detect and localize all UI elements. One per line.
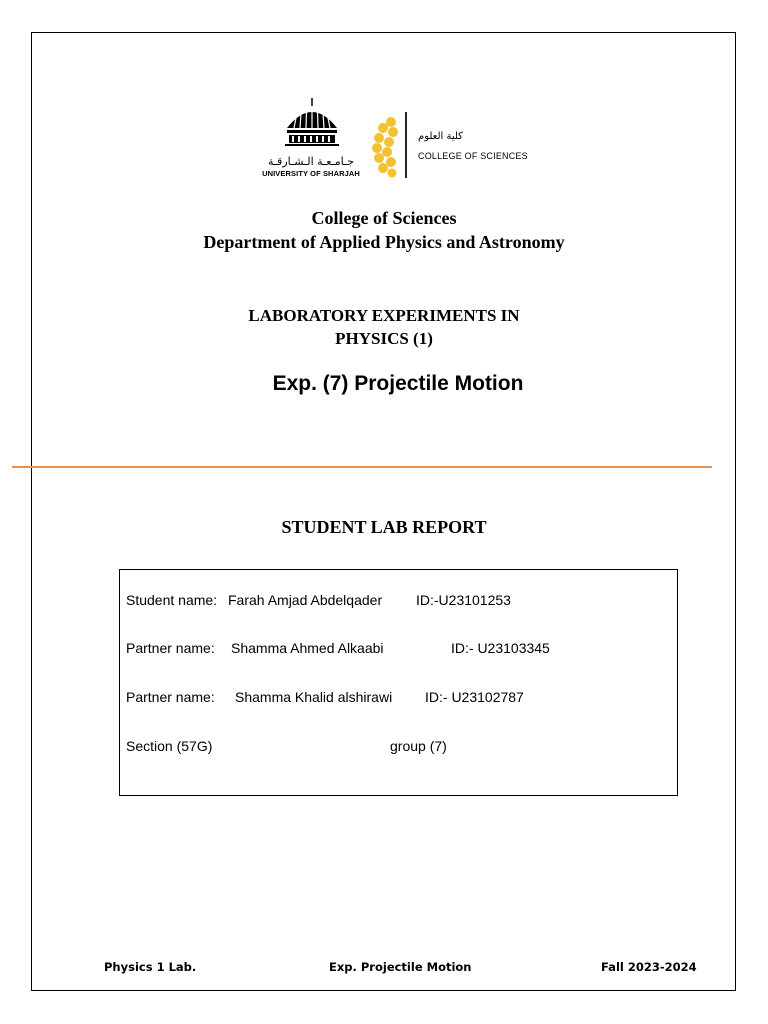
partner1-id-value: ID:- U23103345	[451, 640, 550, 656]
partner1-name-label: Partner name:	[126, 640, 215, 656]
dome-icon	[282, 98, 342, 154]
section-divider-line	[12, 466, 712, 468]
university-arabic-name: جـامـعـة الـشـارقـة	[267, 155, 355, 168]
student-name-value: Farah Amjad Abdelqader	[228, 592, 383, 608]
logo-divider	[405, 112, 407, 178]
section-value: Section (57G)	[126, 738, 213, 754]
experiment-title: Exp. (7) Projectile Motion	[272, 372, 524, 395]
college-flower-icon	[371, 116, 401, 178]
partner2-name-label: Partner name:	[126, 689, 215, 705]
student-info-box	[119, 569, 678, 796]
footer-course: Physics 1 Lab.	[104, 960, 197, 974]
partner1-name-value: Shamma Ahmed Alkaabi	[231, 640, 384, 656]
college-heading: College of Sciences	[311, 208, 457, 228]
university-english-name: UNIVERSITY OF SHARJAH	[262, 169, 360, 178]
course-title	[0, 304, 768, 350]
college-english-name: COLLEGE OF SCIENCES	[418, 151, 528, 161]
footer-experiment: Exp. Projectile Motion	[329, 960, 472, 974]
university-of-sharjah-logo	[255, 98, 367, 182]
header-logo	[255, 98, 535, 182]
course-title-line2: PHYSICS (1)	[335, 329, 433, 348]
partner2-id-value: ID:- U23102787	[425, 689, 524, 705]
student-name-label: Student name:	[126, 592, 218, 608]
student-id-value: ID:-U23101253	[416, 592, 511, 608]
department-heading: Department of Applied Physics and Astronomy	[203, 232, 565, 252]
college-arabic-name: كلية العلوم	[418, 131, 463, 142]
footer-term: Fall 2023-2024	[601, 960, 697, 974]
partner2-name-value: Shamma Khalid alshirawi	[235, 689, 393, 705]
report-title: STUDENT LAB REPORT	[281, 517, 487, 537]
course-title-line1: LABORATORY EXPERIMENTS IN	[248, 306, 520, 325]
group-value: group (7)	[390, 738, 447, 754]
